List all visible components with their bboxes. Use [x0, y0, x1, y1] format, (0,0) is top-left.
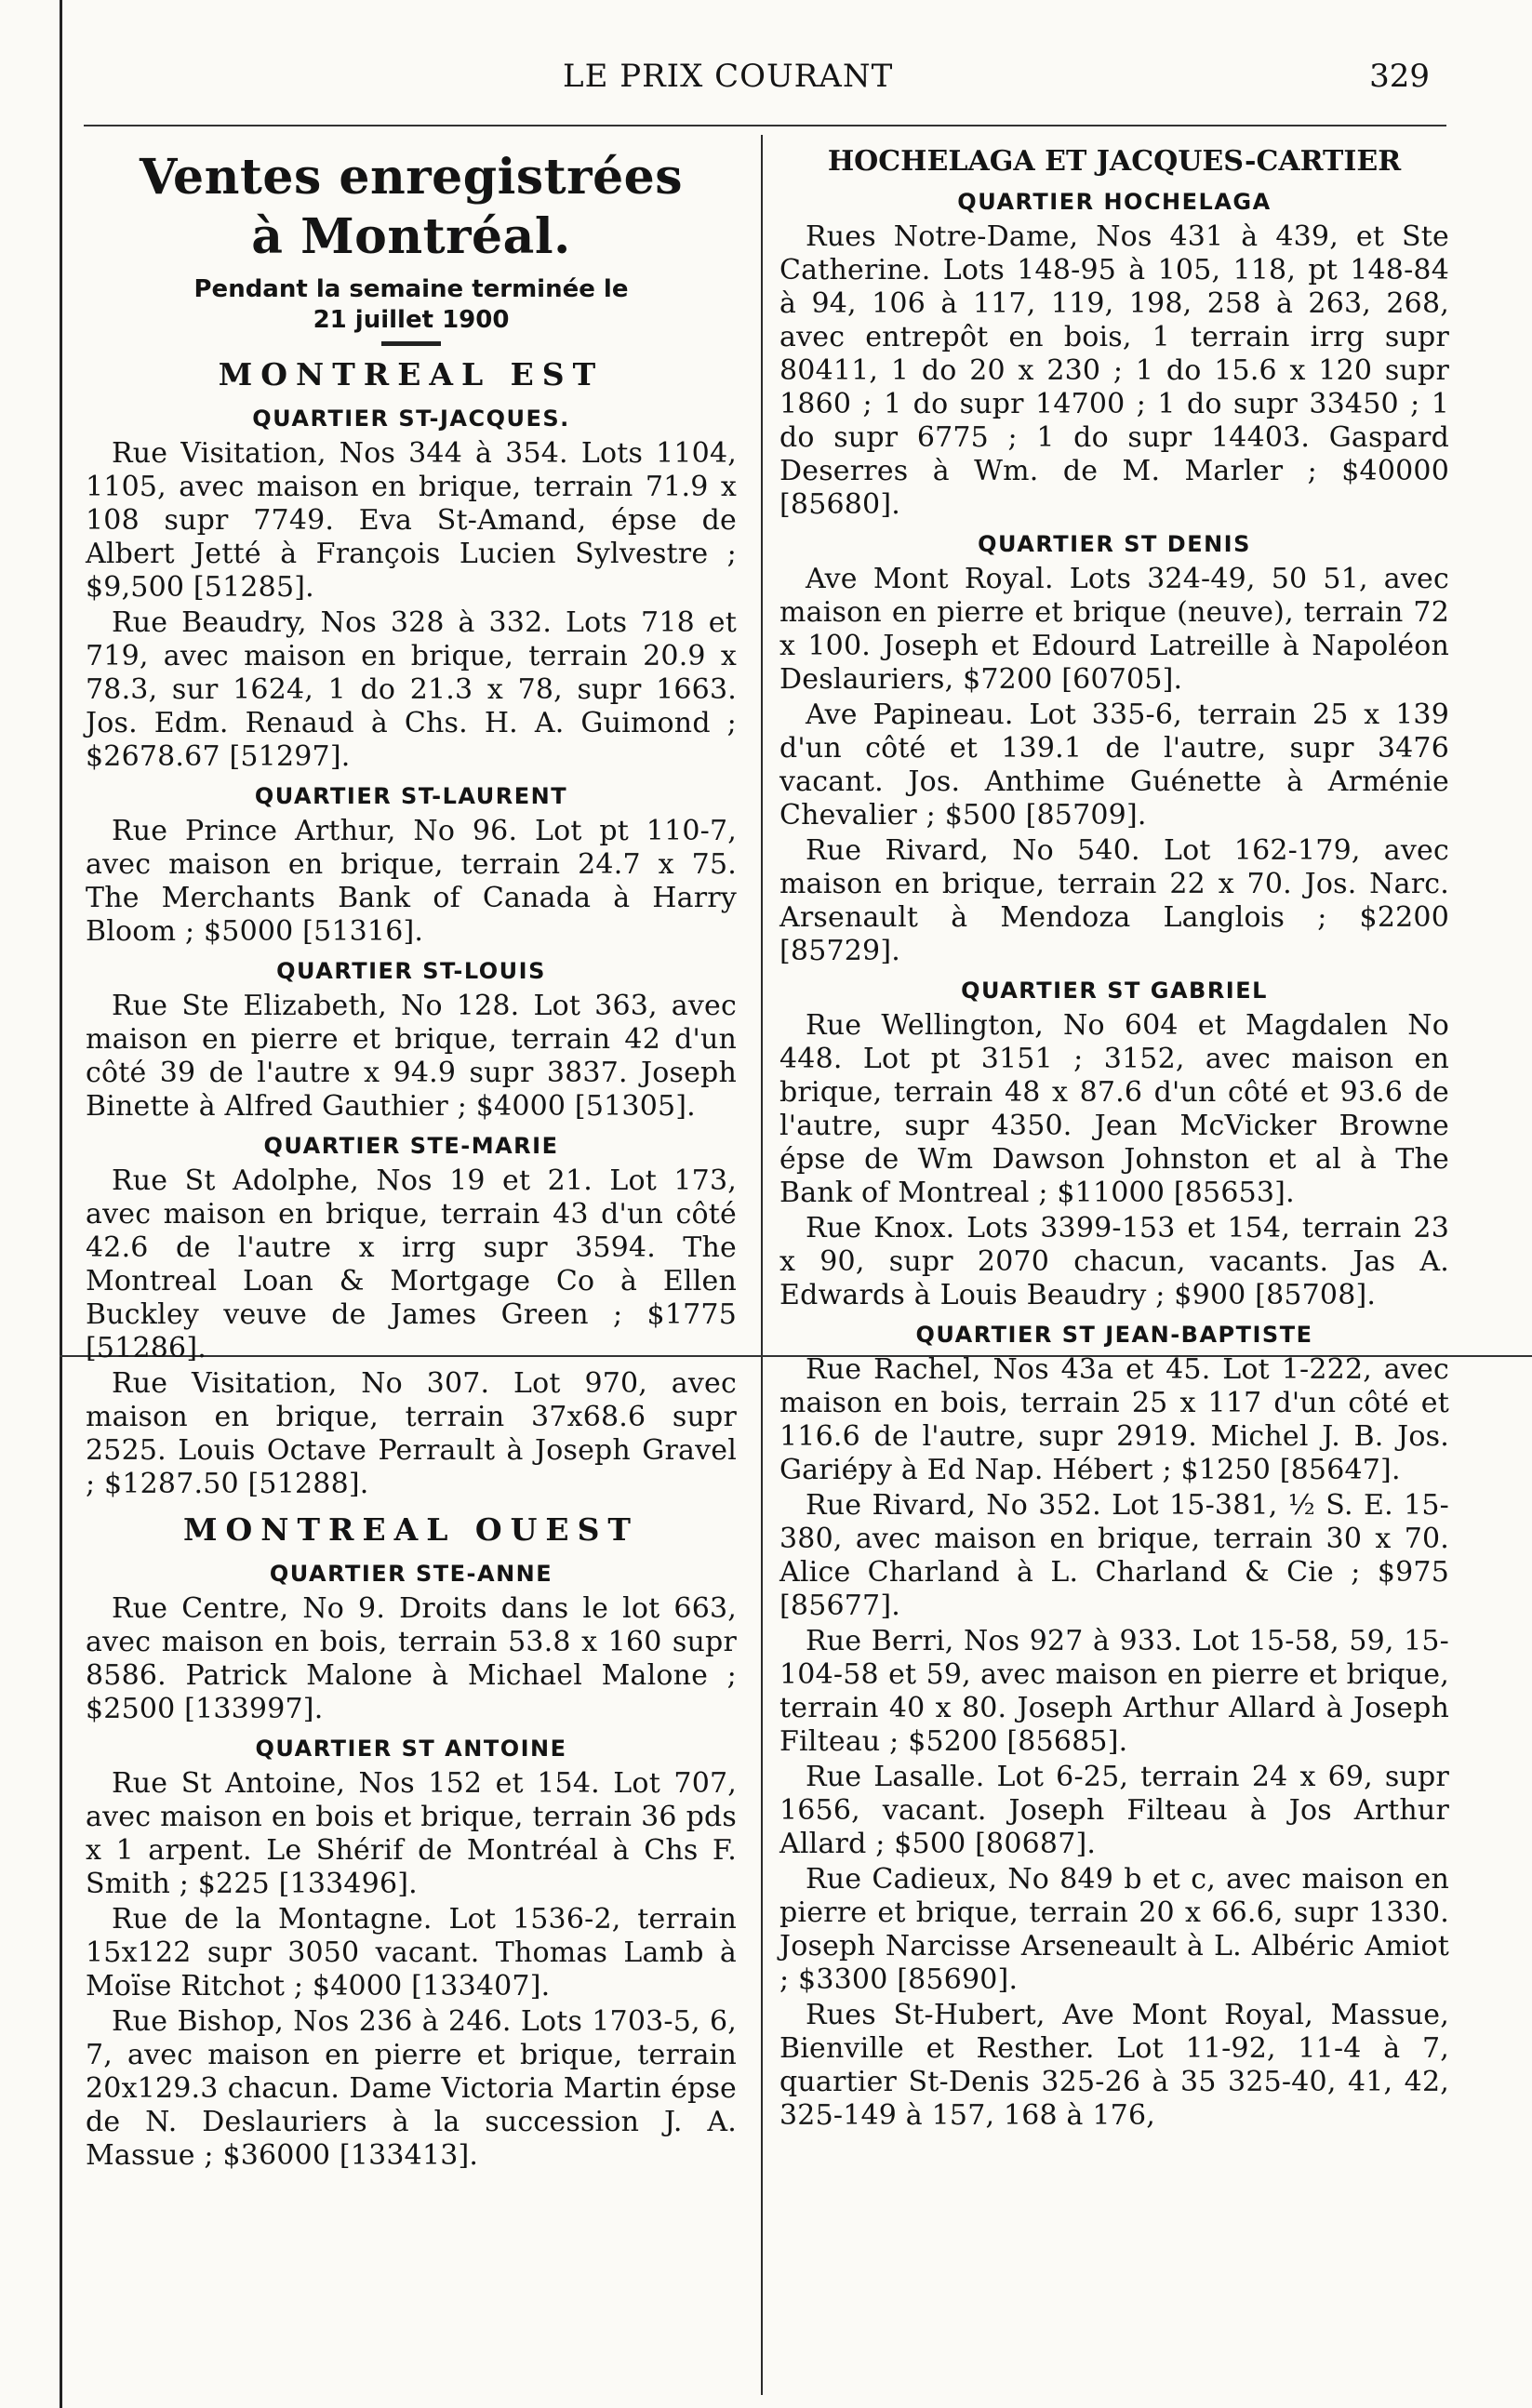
right-column [779, 144, 1449, 2135]
running-head: LE PRIX COURANT [563, 58, 894, 95]
quarter-heading: QUARTIER ST-LAURENT [254, 783, 568, 809]
sale-entry: Rue de la Montagne. Lot 1536-2, terrain 15x122 supr 3050 vacant. Thomas Lamb à Moïse Ritchot ; $4000 [133407]. [86, 1903, 737, 2002]
sale-entry: Rue Rivard, No 540. Lot 162-179, avec maison en brique, terrain 22 x 70. Jos. Narc. Arsenault à Mendoza Langlois ; $2200 [85729]. [779, 834, 1449, 967]
subtitle-line-1: Pendant la semaine terminée le [193, 275, 629, 303]
sale-entry: Rue Visitation, No 307. Lot 970, avec maison en brique, terrain 37x68.6 supr 2525. Louis Octave Perrault à Joseph Gravel ; $1287.50 [51288]. [86, 1367, 737, 1500]
sale-entry: Rue Prince Arthur, No 96. Lot pt 110-7, avec maison en brique, terrain 24.7 x 75. The Merchants Bank of Canada à Harry Bloom ; $5000 [51316]. [86, 815, 737, 948]
sale-entry: Rue Knox. Lots 3399-153 et 154, terrain 23 x 90, supr 2070 chacun, vacants. Jas A. Edwards à Louis Beaudry ; $900 [85708]. [779, 1212, 1449, 1311]
header-rule [84, 125, 1446, 126]
title-line-1: Ventes enregistrées [139, 149, 684, 206]
quarter-heading: QUARTIER ST-LOUIS [276, 958, 546, 984]
sale-entry: Rue St Adolphe, Nos 19 et 21. Lot 173, avec maison en brique, terrain 43 d'un côté 42.6 de l'autre x irrg supr 3594. The Montreal Loan & Mortgage Co à Ellen Buckley veuve de James Green ; $1775 [51286]. [86, 1164, 737, 1364]
sale-entry: Rue Visitation, Nos 344 à 354. Lots 1104, 1105, avec maison en brique, terrain 71.9 x 108 supr 7749. Eva St-Amand, épse de Albert Jetté à François Lucien Sylvestre ; $9,500 [51285]. [86, 437, 737, 604]
quarter-heading: QUARTIER ST GABRIEL [961, 978, 1268, 1004]
left-column [86, 144, 737, 2175]
sale-entry: Rue Wellington, No 604 et Magdalen No 448. Lot pt 3151 ; 3152, avec maison en brique, terrain 48 x 87.6 d'un côté et 93.6 de l'autre, supr 4350. Jean McVicker Browne épse de Wm Dawson Johnston et al à The Bank of Montreal ; $11000 [85653]. [779, 1009, 1449, 1209]
quarter-heading: QUARTIER ST ANTOINE [255, 1736, 567, 1762]
district-heading-est: MONTREAL EST [218, 356, 605, 392]
title-rule [381, 341, 441, 346]
sections-est [86, 402, 737, 1501]
sections-hochelaga [779, 185, 1449, 2133]
sale-entry: Rue Beaudry, Nos 328 à 332. Lots 718 et 719, avec maison en brique, terrain 20.9 x 78.3, sur 1624, 1 do 21.3 x 78, supr 1663. Jos. Edm. Renaud à Chs. H. A. Guimond ; $2678.67 [51297]. [86, 606, 737, 773]
sale-entry: Ave Papineau. Lot 335-6, terrain 25 x 139 d'un côté et 139.1 de l'autre, supr 3476 vacant. Jos. Anthime Guénette à Arménie Chevalier ; $500 [85709]. [779, 698, 1449, 831]
sale-entry: Rue Centre, No 9. Droits dans le lot 663, avec maison en bois, terrain 53.8 x 160 supr 8586. Patrick Malone à Michael Malone ; $2500 [133997]. [86, 1592, 737, 1725]
sale-entry: Rue Ste Elizabeth, No 128. Lot 363, avec maison en pierre et brique, terrain 42 d'un côté 39 de l'autre x 94.9 supr 3837. Joseph Binette à Alfred Gauthier ; $4000 [51305]. [86, 990, 737, 1123]
sale-entry: Rue Rachel, Nos 43a et 45. Lot 1-222, avec maison en bois, terrain 25 x 117 d'un côté et 116.6 de l'autre, supr 2919. Michel J. B. Jos. Gariépy à Ed Nap. Hébert ; $1250 [85647]. [779, 1353, 1449, 1486]
quarter-heading: QUARTIER ST JEAN-BAPTISTE [915, 1322, 1313, 1348]
column-divider [761, 135, 763, 2395]
subtitle-line-2: 21 juillet 1900 [313, 306, 510, 334]
quarter-heading: QUARTIER HOCHELAGA [957, 189, 1272, 215]
district-heading-ouest: MONTREAL OUEST [183, 1511, 639, 1548]
page-left-border [60, 0, 62, 2408]
sale-entry: Rue Cadieux, No 849 b et c, avec maison en pierre et brique, terrain 20 x 66.6, supr 1330. Joseph Narcisse Arseneault à L. Albéric Amiot ; $3300 [85690]. [779, 1863, 1449, 1996]
sale-entry: Rue Berri, Nos 927 à 933. Lot 15-58, 59, 15-104-58 et 59, avec maison en pierre et brique, terrain 40 x 80. Joseph Arthur Allard à Joseph Filteau ; $5200 [85685]. [779, 1625, 1449, 1758]
title-line-2: à Montréal. [251, 208, 571, 265]
sale-entry: Rue St Antoine, Nos 152 et 154. Lot 707, avec maison en bois et brique, terrain 36 pds x 1 arpent. Le Shérif de Montréal à Chs F. Smith ; $225 [133496]. [86, 1767, 737, 1900]
quarter-heading: QUARTIER ST DENIS [978, 531, 1251, 557]
district-heading-hochelaga: HOCHELAGA ET JACQUES-CARTIER [827, 145, 1402, 178]
article-title [86, 148, 737, 267]
sale-entry: Rues Notre-Dame, Nos 431 à 439, et Ste Catherine. Lots 148-95 à 105, 118, pt 148-84 à 94, 106 à 117, 119, 198, 258 à 263, 268, avec entrepôt en bois, 1 terrain irrg supr 80411, 1 do 20 x 230 ; 1 do 15.6 x 120 supr 1860 ; 1 do supr 14700 ; 1 do supr 33450 ; 1 do supr 6775 ; 1 do supr 14403. Gaspard Deserres à Wm. de M. Marler ; $40000 [85680]. [779, 220, 1449, 521]
sale-entry: Rue Rivard, No 352. Lot 15-381, ½ S. E. 15-380, avec maison en brique, terrain 30 x 70. Alice Charland à L. Charland & Cie ; $975 [85677]. [779, 1489, 1449, 1622]
quarter-heading: QUARTIER STE-ANNE [269, 1561, 553, 1587]
sale-entry: Rue Lasalle. Lot 6-25, terrain 24 x 69, supr 1656, vacant. Joseph Filteau à Jos Arthur Allard ; $500 [80687]. [779, 1761, 1449, 1860]
sections-ouest [86, 1557, 737, 2173]
page-number: 329 [1369, 58, 1430, 95]
sale-entry: Rue Bishop, Nos 236 à 246. Lots 1703-5, 6, 7, avec maison en pierre et brique, terrain 20x129.3 chacun. Dame Victoria Martin épse de N. Deslauriers à la succession J. A. Massue ; $36000 [133413]. [86, 2005, 737, 2172]
article-subtitle [86, 274, 737, 336]
quarter-heading: QUARTIER ST-JACQUES. [252, 406, 570, 432]
page-header [84, 58, 1465, 104]
quarter-heading: QUARTIER STE-MARIE [263, 1133, 559, 1159]
sale-entry: Rues St-Hubert, Ave Mont Royal, Massue, Bienville et Resther. Lot 11-92, 11-4 à 7, quartier St-Denis 325-26 à 35 325-40, 41, 42, 325-149 à 157, 168 à 176, [779, 1999, 1449, 2132]
sale-entry: Ave Mont Royal. Lots 324-49, 50 51, avec maison en pierre et brique (neuve), terrain 72 x 100. Joseph et Edourd Latreille à Napoléon Deslauriers, $7200 [60705]. [779, 563, 1449, 696]
